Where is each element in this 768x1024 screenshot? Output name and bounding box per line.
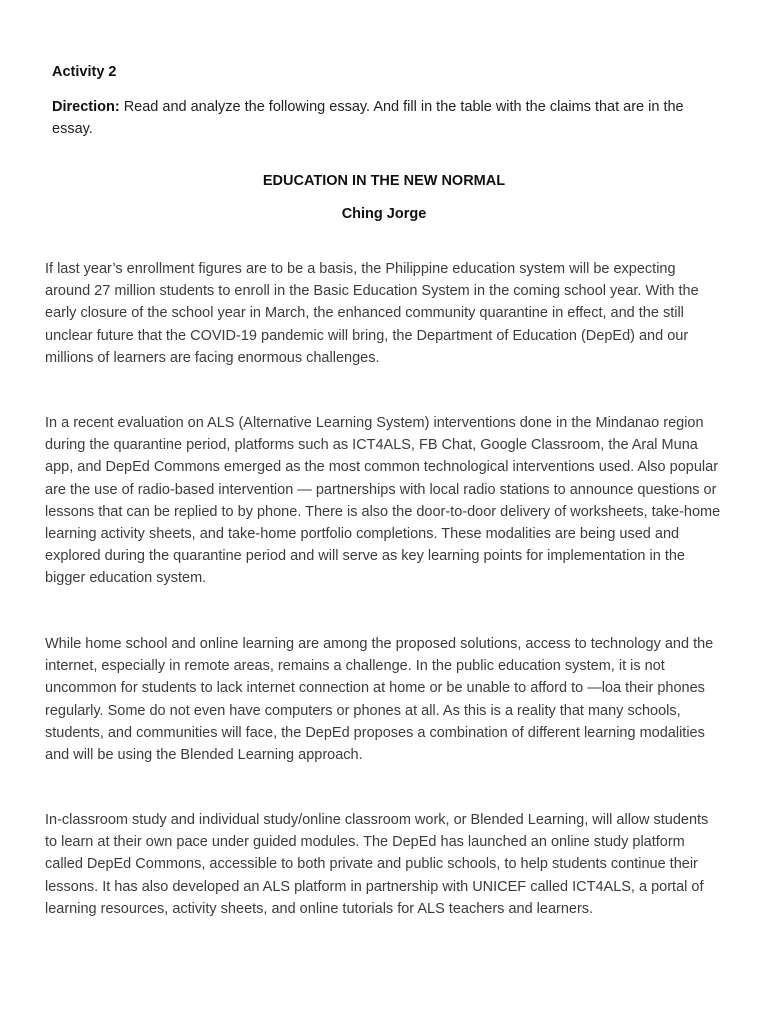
- activity-title: Activity 2: [52, 64, 117, 80]
- essay-paragraph-1: If last year’s enrollment figures are to be a basis, the Philippine education system will be expecting around 27 million students to enroll in the Basic Education System in the coming school year. With the early closure of the school year in March, the enhanced community quarantine in effect, and the still unclear future that the COVID-19 pandemic will bring, the Department of Education (DepEd) and our millions of learners are facing enormous challenges.: [45, 261, 699, 366]
- essay-paragraph-3: While home school and online learning are among the proposed solutions, access to technology and the internet, especially in remote areas, remains a challenge. In the public education system, it is not uncommon for students to lack internet connection at home or be unable to afford to —loa their phones regularly. Some do not even have computers or phones at all. As this is a reality that many schools, students, and communities will face, the DepEd proposes a combination of different learning modalities and will be using the Blended Learning approach.: [45, 636, 714, 764]
- direction-body: Read and analyze the following essay. And fill in the table with the claims that are in the essay.: [52, 99, 684, 137]
- essay-paragraph-4: In-classroom study and individual study/online classroom work, or Blended Learning, will allow students to learn at their own pace under guided modules. The DepEd has launched an online study platform called DepEd Commons, accessible to both private and public schools, to help students continue their lessons. It has also developed an ALS platform in partnership with UNICEF called ICT4ALS, a portal of learning resources, activity sheets, and online tutorials for ALS teachers and learners.: [45, 812, 709, 917]
- essay-paragraph-2: In a recent evaluation on ALS (Alternative Learning System) interventions done in the Mindanao region during the quarantine period, platforms such as ICT4ALS, FB Chat, Google Classroom, the Aral Muna app, and DepEd Commons emerged as the most common technological interventions used. Also popular are the use of radio-based intervention — partnerships with local radio stations to announce questions or lessons that can be replied to by phone. There is also the door-to-door delivery of worksheets, take-home learning activity sheets, and take-home portfolio completions. These modalities are being used and explored during the quarantine period and will serve as key learning points for implementation in the bigger education system.: [45, 415, 721, 587]
- essay-title: EDUCATION IN THE NEW NORMAL: [262, 173, 506, 189]
- direction-text: [52, 96, 722, 140]
- direction-label: Direction:: [52, 99, 120, 115]
- essay-author: Ching Jorge: [341, 206, 427, 222]
